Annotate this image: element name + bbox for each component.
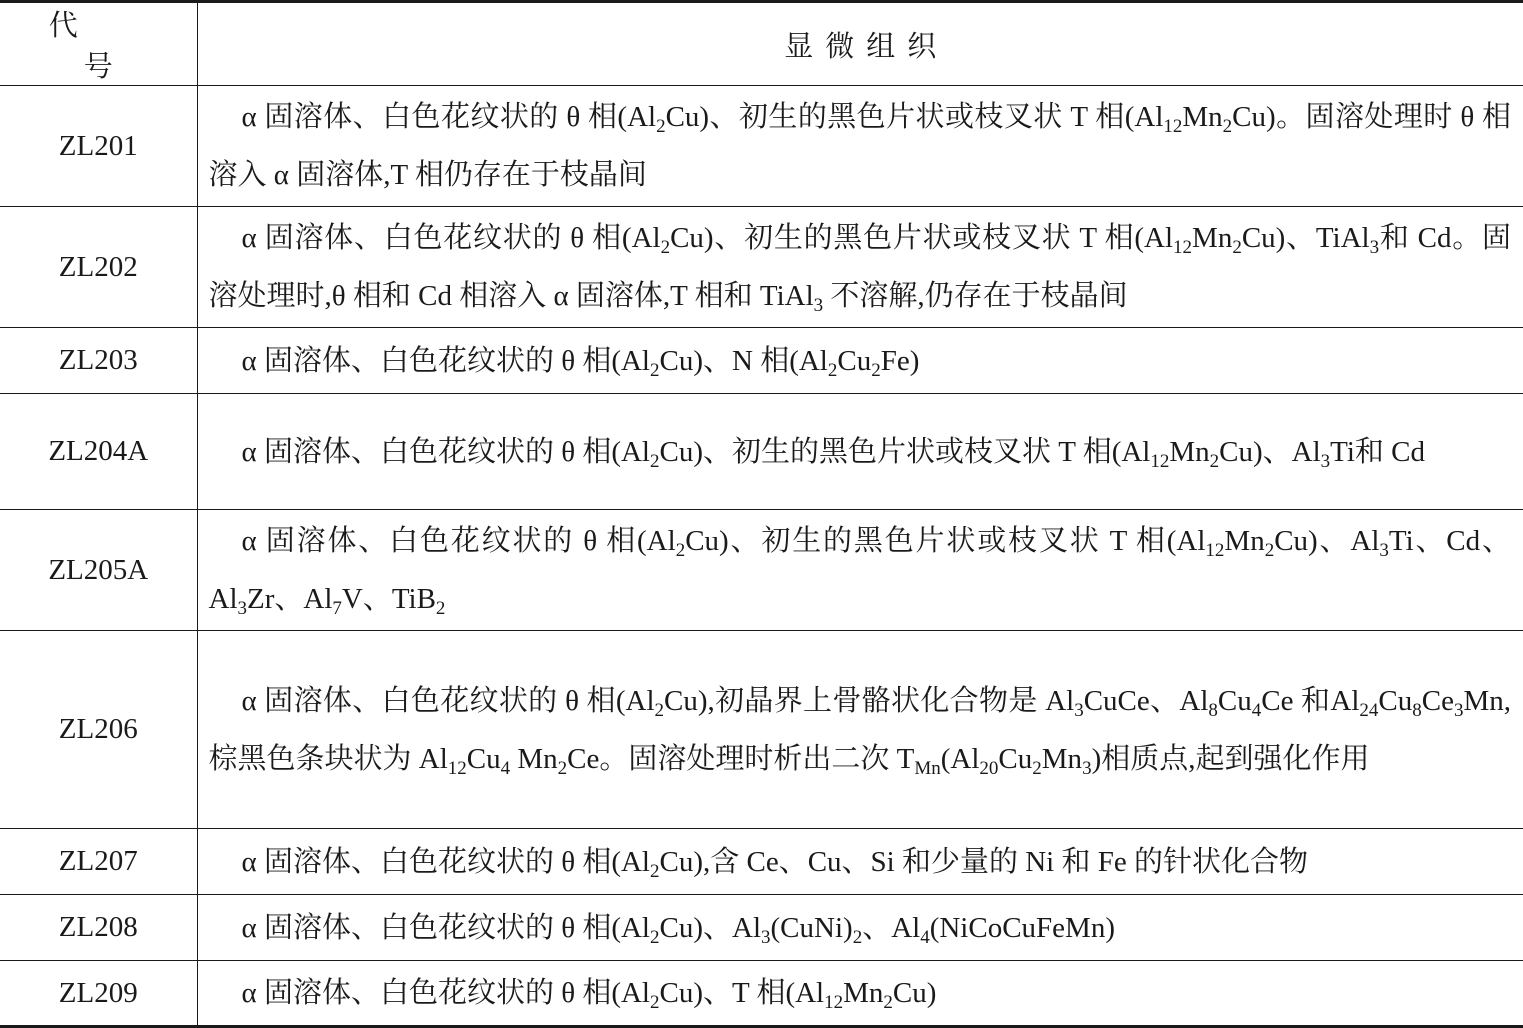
alloy-code: ZL208 bbox=[0, 895, 197, 961]
table-row bbox=[0, 328, 1523, 394]
alloy-code: ZL207 bbox=[0, 829, 197, 895]
alloy-code: ZL202 bbox=[0, 207, 197, 328]
alloy-code: ZL201 bbox=[0, 86, 197, 207]
table-row bbox=[0, 86, 1523, 207]
table-row bbox=[0, 829, 1523, 895]
microstructure-description: α 固溶体、白色花纹状的 θ 相$(Al_2Cu)$、初生的黑色片状或枝叉状 T 相$(Al_{12}Mn_2Cu)$、TiAl$_3$和 Cd。固溶处理时,θ 相和 Cd 相溶入 α 固溶体,T 相和 TiAl$_3$ 不溶解,仍存在于枝晶间 bbox=[197, 207, 1523, 328]
table-row bbox=[0, 961, 1523, 1027]
code-column-header: 代 号 bbox=[0, 2, 197, 86]
microstructure-column-header: 显微组织 bbox=[197, 2, 1523, 86]
alloy-code: ZL203 bbox=[0, 328, 197, 394]
microstructure-description: α 固溶体、白色花纹状的 θ 相$(Al_2Cu)$,初晶界上骨骼状化合物是 $Al_3CuCe$、$Al_8Cu_4Ce$ 和$Al_{24}Cu_8Ce_3Mn$,棕黑色条块状为 $Al_{12}Cu_4$ $Mn_2Ce$。固溶处理时析出二次 $T_{Mn}(Al_{20}Cu_2Mn_3)$相质点,起到强化作用 bbox=[197, 631, 1523, 829]
microstructure-description: α 固溶体、白色花纹状的 θ 相$(Al_2Cu)$、T 相$(Al_{12}Mn_2Cu)$ bbox=[197, 961, 1523, 1027]
microstructure-description: α 固溶体、白色花纹状的 θ 相$(Al_2Cu)$、初生的黑色片状或枝叉状 T 相$(Al_{12}Mn_2Cu)$、$Al_3Ti$、Cd、$Al_3Zr$、$Al_7V$、TiB$_2$ bbox=[197, 510, 1523, 631]
microstructure-description: α 固溶体、白色花纹状的 θ 相$(Al_2Cu)$、$Al_3(CuNi)_2$、$Al_4(NiCoCuFeMn)$ bbox=[197, 895, 1523, 961]
header-row bbox=[0, 2, 1523, 86]
alloy-code: ZL204A bbox=[0, 394, 197, 510]
microstructure-description: α 固溶体、白色花纹状的 θ 相$(Al_2Cu)$、N 相$(Al_2Cu_2Fe)$ bbox=[197, 328, 1523, 394]
table-row bbox=[0, 394, 1523, 510]
table-row bbox=[0, 631, 1523, 829]
microstructure-description: α 固溶体、白色花纹状的 θ 相$(Al_2Cu)$、初生的黑色片状或枝叉状 T 相$(Al_{12}Mn_2Cu)$。固溶处理时 θ 相溶入 α 固溶体,T 相仍存在于枝晶间 bbox=[197, 86, 1523, 207]
microstructure-description: α 固溶体、白色花纹状的 θ 相$(Al_2Cu)$,含 Ce、Cu、Si 和少量的 Ni 和 Fe 的针状化合物 bbox=[197, 829, 1523, 895]
alloy-code: ZL209 bbox=[0, 961, 197, 1027]
table-row bbox=[0, 895, 1523, 961]
alloy-code: ZL206 bbox=[0, 631, 197, 829]
alloy-code: ZL205A bbox=[0, 510, 197, 631]
table-row bbox=[0, 207, 1523, 328]
microstructure-description: α 固溶体、白色花纹状的 θ 相$(Al_2Cu)$、初生的黑色片状或枝叉状 T 相$(Al_{12}Mn_2Cu)$、$Al_3Ti$和 Cd bbox=[197, 394, 1523, 510]
table-row bbox=[0, 510, 1523, 631]
